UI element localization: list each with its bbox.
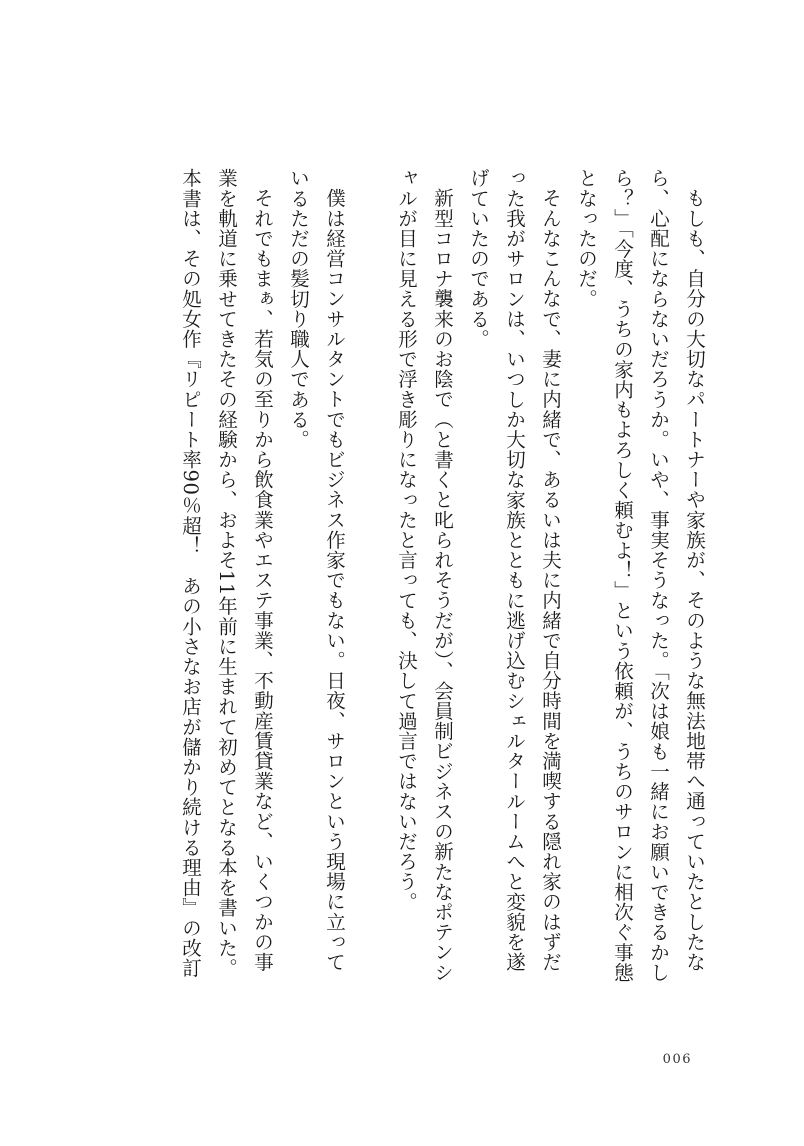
page-number: 006	[662, 1052, 692, 1067]
paragraph-3: 新型コロナ襲来のお陰で（と書くと叱られそうだが）、会員制ビジネスの新たなポテンシャルが目に見える形で浮き彫りになったと言っても、決して過言ではないだろう。	[395, 168, 454, 982]
paragraph-2: そんなこんなで、妻に内緒で、あるいは夫に内緒で自分時間を満喫する隠れ家のはずだった我がサロンは、いつしか大切な家族とともに逃げ込むシェルタールームへと変貌を遂げていたのである。	[467, 168, 562, 972]
paragraph-6: 本書は、その処女作『リピート率90％超！ あの小さなお店が儲かり続ける理由』の改訂	[179, 168, 202, 978]
paragraph-1: もしも、自分の大切なパートナーや家族が、そのような無法地帯へ通っていたとしたなら、心配にならないだろうか。いや、事実そうなった。「次は娘も一緒にお願いできるかしら？」「今度、うちの家内もよろしく頼むよ！」という依頼が、うちのサロンに相次ぐ事態となったのだ。	[575, 168, 706, 983]
vertical-body-text	[172, 168, 712, 988]
paragraph-5: それでもまぁ、若気の至りから飲食業やエステ事業、不動産賃貸業など、いくつかの事業を軌道に乗せてきたその経験から、およそ11年前に生まれて初めてとなる本を書いた。	[215, 168, 274, 978]
paragraph-4: 僕は経営コンサルタントでもビジネス作家でもない。日夜、サロンという現場に立っているただの髪切り職人である。	[287, 168, 346, 972]
